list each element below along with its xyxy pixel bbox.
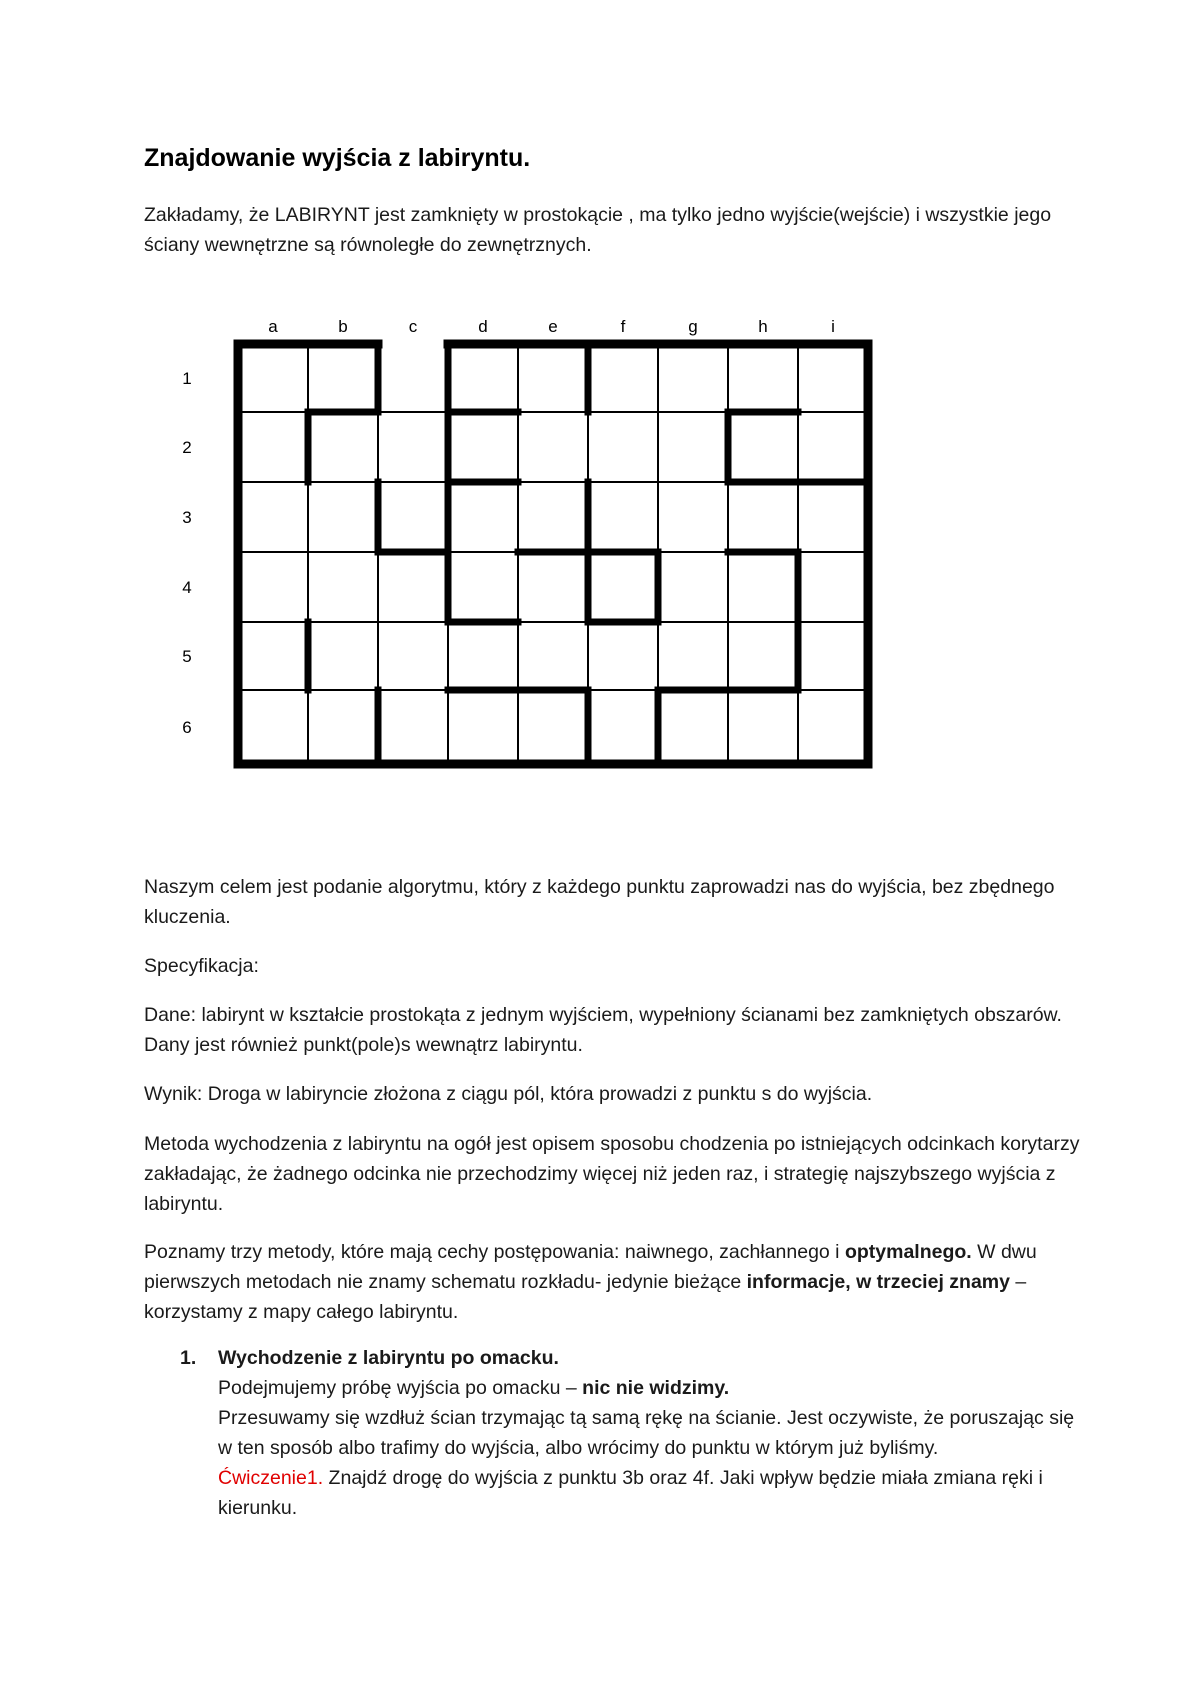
poznamy-text-1: Poznamy trzy metody, które mają cechy postępowania: naiwnego, zachłannego i (144, 1241, 845, 1263)
row-label: 4 (182, 578, 192, 597)
exercise-label: Ćwiczenie1. (218, 1467, 324, 1489)
dane-paragraph: Dane: labirynt w kształcie prostokąta z jednym wyjściem, wypełniony ścianami bez zamkniętych obszarów. Dany jest również punkt(pole)s wewnątrz labiryntu. (144, 1004, 1062, 1056)
poznamy-bold-2: informacje, w trzeciej znamy (746, 1271, 1010, 1293)
section-line-1 (218, 1373, 1078, 1403)
spec-heading: Specyfikacja: (144, 955, 259, 977)
row-label: 6 (182, 718, 192, 737)
list-item (218, 1343, 1078, 1523)
list-number: 1. (180, 1347, 197, 1369)
section-line-1-text: Podejmujemy próbę wyjścia po omacku – (218, 1377, 583, 1399)
section-line-2: Przesuwamy się wzdłuż ścian trzymając tą samą rękę na ścianie. Jest oczywiste, że poruszając się w ten sposób albo trafimy do wyjścia, albo wrócimy do punktu w którym już byliśmy. (218, 1407, 1075, 1459)
column-label: b (338, 317, 348, 336)
column-label: e (548, 317, 558, 336)
wynik-paragraph: Wynik: Droga w labiryncie złożona z ciągu pól, która prowadzi z punktu s do wyjścia. (144, 1083, 873, 1105)
metoda-paragraph: Metoda wychodzenia z labiryntu na ogół jest opisem sposobu chodzenia po istniejących odcinkach korytarzy zakładając, że żadnego odcinka nie przechodzimy więcej niż jeden raz, i strategię najszybszego wyjścia z labiryntu. (144, 1133, 1080, 1215)
goal-paragraph: Naszym celem jest podanie algorytmu, który z każdego punktu zaprowadzi nas do wyjścia, bez zbędnego kluczenia. (144, 876, 1055, 928)
maze-walls (238, 344, 868, 764)
maze-row-labels (182, 369, 191, 737)
poznamy-text-3: – korzystamy z mapy całego labiryntu. (144, 1271, 1027, 1323)
poznamy-paragraph (144, 1237, 1084, 1327)
maze-figure (0, 300, 1200, 800)
maze-diagram (0, 300, 1200, 800)
column-label: a (268, 317, 278, 336)
section-heading: Wychodzenie z labiryntu po omacku. (218, 1347, 559, 1369)
maze-column-labels (268, 317, 835, 336)
row-label: 5 (182, 647, 192, 666)
poznamy-text-2: W dwu pierwszych metodach nie znamy schematu rozkładu- jedynie bieżące (144, 1241, 1037, 1293)
section-line-1-bold: nic nie widzimy. (582, 1377, 730, 1399)
column-label: f (620, 317, 626, 336)
poznamy-bold-1: optymalnego. (844, 1241, 972, 1263)
column-label: g (688, 317, 698, 336)
row-label: 3 (182, 508, 192, 527)
intro-paragraph: Zakładamy, że LABIRYNT jest zamknięty w prostokącie , ma tylko jedno wyjście(wejście) i wszystkie jego ściany wewnętrzne są równoległe do zewnętrznych. (144, 204, 1052, 256)
column-label: h (758, 317, 768, 336)
exercise-text: Znajdź drogę do wyjścia z punktu 3b oraz 4f. Jaki wpływ będzie miała zmiana ręki i kierunku. (218, 1467, 1043, 1519)
row-label: 2 (182, 438, 192, 457)
page-title: Znajdowanie wyjścia z labiryntu. (144, 144, 531, 172)
column-label: c (408, 317, 418, 336)
column-label: i (831, 317, 835, 336)
row-label: 1 (182, 369, 192, 388)
exercise-line (218, 1463, 1078, 1523)
column-label: d (478, 317, 488, 336)
